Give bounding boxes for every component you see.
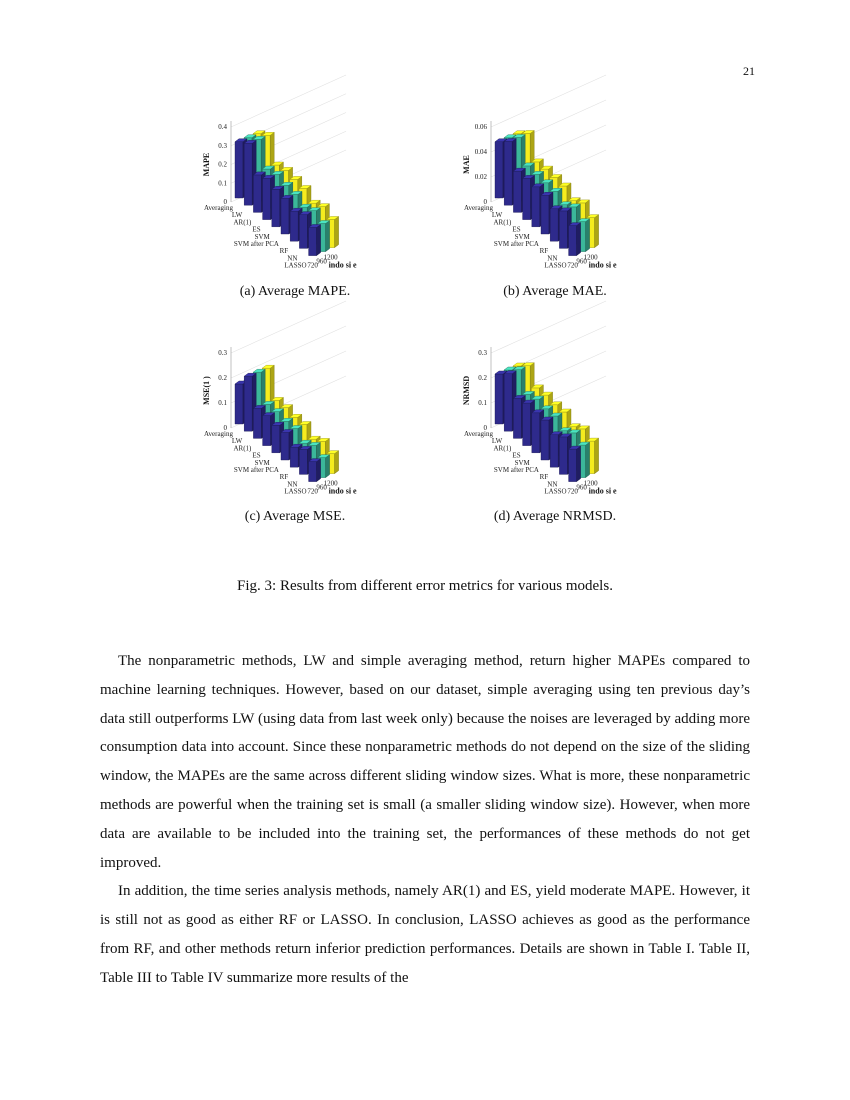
y-axis-label: MAPE: [202, 152, 211, 177]
y-tick-label: 0.1: [218, 399, 227, 407]
subcaption-mape: (a) Average MAPE.: [239, 284, 351, 299]
window-size-label: 1200: [323, 253, 338, 262]
y-axis-label: MAE: [462, 155, 471, 174]
grid-line: [491, 75, 606, 127]
category-label: SVM after PCA: [493, 240, 539, 248]
category-label: Averaging: [203, 430, 233, 438]
category-label: ES: [252, 225, 261, 234]
y-tick-label: 0.02: [474, 173, 487, 181]
chart-nrmsd: [455, 334, 715, 504]
window-size-label: 960: [316, 483, 327, 492]
category-label: Averaging: [463, 430, 493, 438]
window-size-label: 1200: [583, 479, 598, 488]
bar-lasso-720: [569, 223, 581, 256]
y-tick-label: 0.2: [218, 160, 227, 169]
category-label: NN: [547, 480, 558, 489]
category-label: ES: [512, 451, 521, 460]
y-tick-label: 0: [483, 198, 487, 206]
page-number: 21: [743, 64, 755, 78]
grid-line: [491, 301, 606, 353]
category-label: SVM after PCA: [233, 466, 279, 474]
grid-line: [231, 326, 346, 378]
window-size-label: 720: [567, 261, 578, 270]
window-size-label: 960: [576, 483, 587, 492]
subfigure-nrmsd: [455, 334, 715, 534]
category-label: LASSO: [544, 261, 567, 270]
y-tick-label: 0.04: [474, 148, 487, 156]
window-size-label: 720: [307, 261, 318, 270]
window-size-label: 1200: [583, 253, 598, 262]
y-tick-label: 0.3: [218, 349, 227, 357]
y-tick-label: 0.3: [218, 141, 227, 150]
y-tick-label: 0: [223, 198, 227, 206]
category-label: ES: [512, 225, 521, 234]
figure-caption: Fig. 3: Results from different error metrics for various models.: [237, 578, 613, 594]
y-tick-label: 0: [483, 424, 487, 432]
category-label: NN: [287, 254, 298, 263]
chart-mse: [195, 334, 455, 504]
category-label: RF: [539, 247, 549, 256]
y-tick-label: 0: [223, 424, 227, 432]
bar-lasso-720: [309, 224, 321, 255]
category-label: SVM: [514, 232, 530, 241]
category-label: RF: [279, 247, 289, 256]
subfigure-mape: [195, 108, 455, 308]
y-tick-label: 0.1: [478, 399, 487, 407]
category-label: Averaging: [203, 204, 233, 212]
window-size-label: 960: [316, 257, 327, 266]
bar-lasso-720: [569, 446, 581, 482]
subcaption-nrmsd: (d) Average NRMSD.: [493, 509, 617, 524]
chart-mae: [455, 108, 715, 278]
grid-line: [231, 301, 346, 353]
subfigure-mae: [455, 108, 715, 308]
category-label: ES: [252, 451, 261, 460]
category-label: AR(1): [493, 218, 512, 227]
category-label: LASSO: [284, 261, 307, 270]
category-label: LW: [491, 437, 503, 446]
category-label: LASSO: [284, 487, 307, 496]
category-label: SVM: [514, 458, 530, 467]
category-label: SVM after PCA: [493, 466, 539, 474]
category-label: RF: [279, 473, 289, 482]
subcaption-mae: (b) Average MAE.: [503, 284, 607, 299]
y-tick-label: 0.1: [218, 179, 227, 188]
category-label: NN: [287, 480, 298, 489]
window-size-label: 960: [576, 257, 587, 266]
category-label: SVM: [254, 232, 270, 241]
category-label: AR(1): [233, 218, 252, 227]
bar-lasso-720: [309, 459, 321, 482]
window-size-label: 720: [567, 487, 578, 496]
y-tick-label: 0.4: [218, 123, 227, 131]
category-label: NN: [547, 254, 558, 263]
grid-line: [231, 75, 346, 127]
y-tick-label: 0.06: [474, 123, 487, 131]
window-size-label: 1200: [323, 479, 338, 488]
category-label: LW: [231, 211, 243, 220]
subcaption-mse: (c) Average MSE.: [244, 509, 346, 524]
category-label: AR(1): [493, 444, 512, 453]
category-label: Averaging: [463, 204, 493, 212]
category-label: LW: [231, 437, 243, 446]
y-tick-label: 0.2: [478, 374, 487, 382]
chart-mape: [195, 108, 455, 278]
category-label: SVM: [254, 458, 270, 467]
x-axis-label: indo si e: [588, 260, 617, 270]
category-label: LASSO: [544, 487, 567, 496]
category-label: RF: [539, 473, 549, 482]
x-axis-label: indo si e: [588, 486, 617, 496]
x-axis-label: indo si e: [328, 486, 357, 496]
paragraph-time-series: In addition, the time series analysis methods, namely AR(1) and ES, yield moderate MAPE. However, it is still not as good as either RF or LASSO. In conclusion, LASSO achieves as good as the performance from RF, and other methods return inferior prediction performances. Details are shown in Table I. Table II, Table III to Table IV summarize more results of the: [100, 883, 750, 986]
y-axis-label: MSE(1 ): [202, 376, 211, 405]
category-label: AR(1): [233, 444, 252, 453]
category-label: SVM after PCA: [233, 240, 279, 248]
window-size-label: 720: [307, 487, 318, 496]
y-tick-label: 0.3: [478, 349, 487, 357]
subfigure-mse: [195, 334, 455, 534]
x-axis-label: indo si e: [328, 260, 357, 270]
category-label: LW: [491, 211, 503, 220]
body-text: [100, 647, 750, 993]
y-tick-label: 0.2: [218, 374, 227, 382]
y-axis-label: NRMSD: [462, 375, 471, 406]
paragraph-nonparametric: The nonparametric methods, LW and simple averaging method, return higher MAPEs compared to machine learning techniques. However, based on our dataset, simple averaging using ten previous day’s data still outperforms LW (using data from last week only) because the noises are leveraged by adding more consumption data into account. Since these nonparametric methods do not depend on the size of the sliding window, the MAPEs are the same across different sliding window sizes. What is more, these nonparametric methods are powerful when the training set is small (a smaller sliding window size). However, when more data are available to be included into the training set, the performances of these methods do not get improved.: [100, 653, 750, 871]
